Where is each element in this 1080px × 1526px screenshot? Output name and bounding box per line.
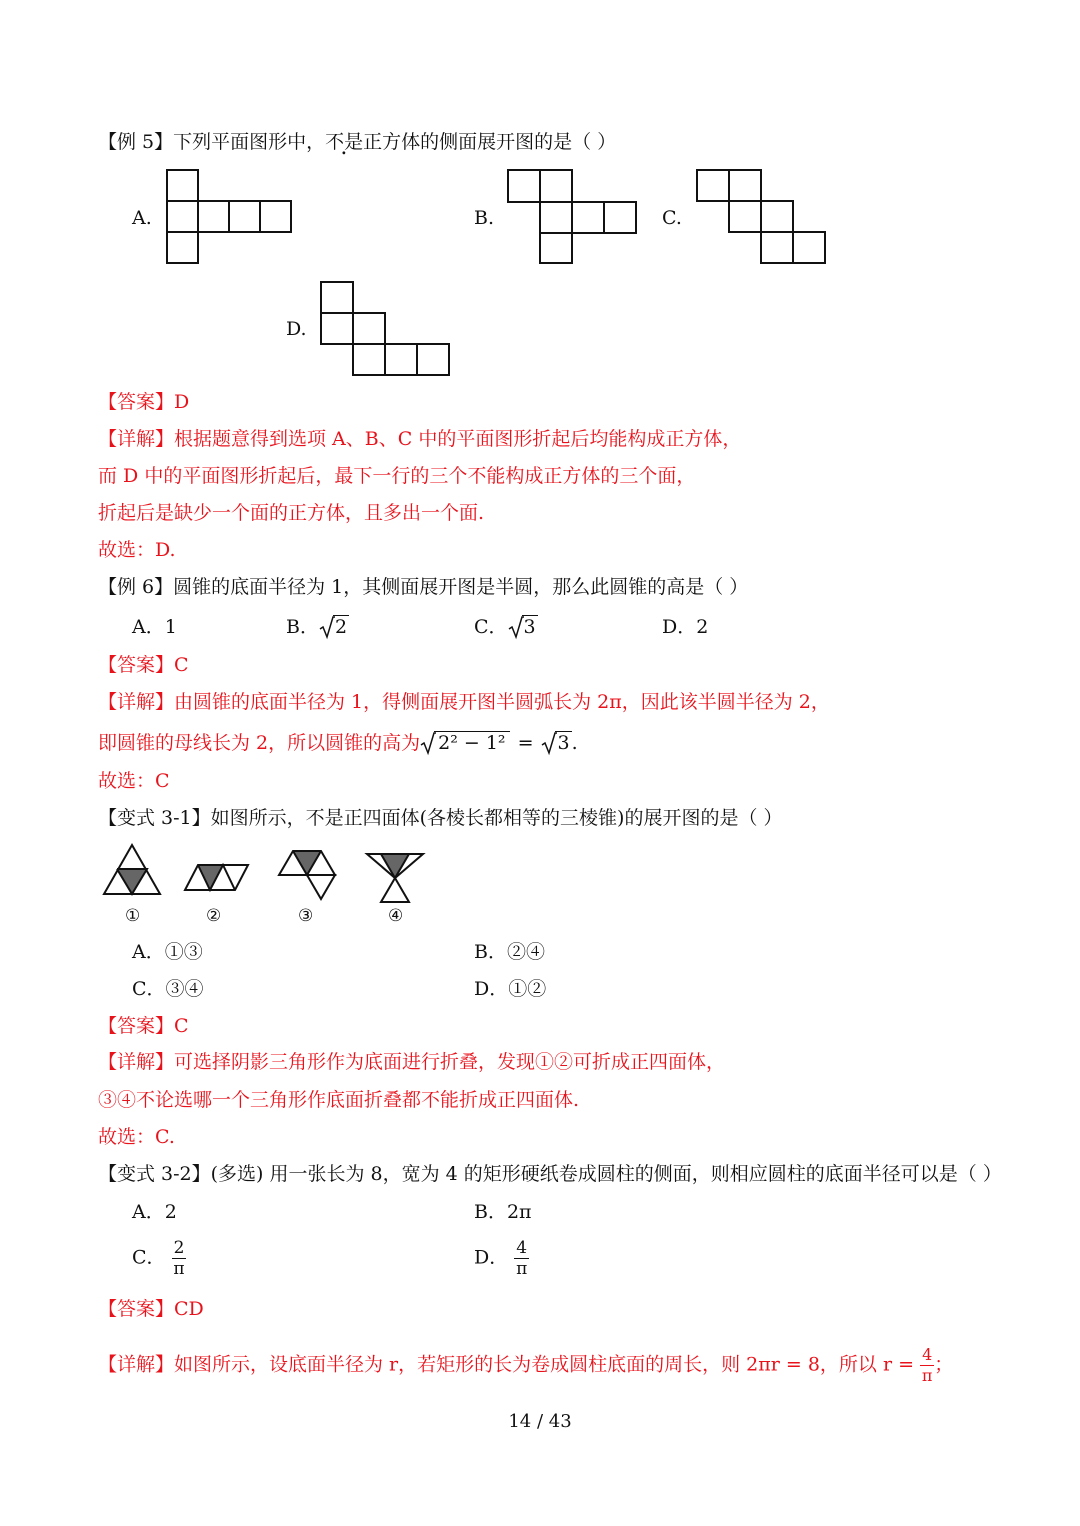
- ex5-detail-line1: 【详解】根据题意得到选项 A、B、C 中的平面图形折起后均能构成正方体，: [98, 428, 742, 450]
- var32-answer: 【答案】CD: [98, 1298, 204, 1320]
- ex6-question: 【例 6】圆锥的底面半径为 1，其侧面展开图是半圆，那么此圆锥的高是（ ）: [98, 576, 749, 598]
- ex5-figure-b: [507, 169, 639, 265]
- var32-option-c-fraction: $\frac{2}{\pi}$: [173, 1238, 185, 1279]
- var31-figure-2-label: ②: [206, 906, 222, 926]
- sqrt-sign-icon: [541, 730, 557, 756]
- ex5-question: 【例 5】下列平面图形中，不是 .正方体的侧面展开图的是（ ）: [98, 129, 616, 155]
- ex5-option-b-label: B.: [474, 207, 495, 229]
- ex6-option-d: D．2: [662, 616, 709, 638]
- var31-conclusion: 故选：C.: [98, 1126, 175, 1148]
- var31-tag: 【变式 3-1】: [98, 807, 211, 829]
- ex6-tag: 【例 6】: [98, 576, 174, 598]
- ex6-answer: 【答案】C: [98, 654, 189, 676]
- ex5-emphasis: 不是 .: [325, 129, 363, 155]
- ex6-detail-line1: 【详解】由圆锥的底面半径为 1，得侧面展开图半圆弧长为 2π，因此该半圆半径为 2，: [98, 691, 830, 713]
- var31-figure-1: [102, 844, 162, 896]
- ex5-option-c-label: C.: [662, 207, 682, 229]
- sqrt-sign-icon: [508, 614, 524, 640]
- var31-detail-line1: 【详解】可选择阴影三角形作为底面进行折叠，发现①②可折成正四面体，: [98, 1051, 726, 1073]
- ex6-option-b: B． 2: [286, 616, 348, 638]
- ex5-answer: 【答案】D: [98, 391, 190, 413]
- var31-answer: 【答案】C: [98, 1015, 189, 1037]
- sqrt-sign-icon: [420, 730, 436, 756]
- var31-option-d: D．①②: [474, 978, 547, 1000]
- var31-figure-3-label: ③: [298, 906, 314, 926]
- ex6-detail-line2: 即圆锥的母线长为 2，所以圆锥的高为 2² − 1² = 3 .: [98, 732, 578, 754]
- ex5-figure-c: [696, 169, 828, 265]
- var32-option-c: C． $\frac{2}{\pi}$: [132, 1238, 185, 1279]
- ex5-conclusion: 故选：D.: [98, 539, 176, 561]
- ex6-option-a: A．1: [132, 616, 177, 638]
- ex5-figure-a: [166, 169, 294, 265]
- var31-option-a: A．①③: [132, 941, 203, 963]
- var31-figure-4: [367, 852, 425, 904]
- ex6-conclusion: 故选：C: [98, 770, 170, 792]
- var32-option-d-fraction: $\frac{4}{\pi}$: [516, 1238, 528, 1279]
- ex5-tag: 【例 5】: [98, 131, 174, 153]
- var31-option-c: C．③④: [132, 978, 204, 1000]
- ex6-option-c: C． 3: [474, 616, 536, 638]
- var31-figure-4-label: ④: [388, 906, 404, 926]
- var32-detail-fraction: $\frac{4}{\pi}$: [921, 1345, 933, 1385]
- sqrt-sign-icon: [319, 614, 335, 640]
- page-number: 14 / 43: [508, 1411, 572, 1432]
- var32-option-d: D． $\frac{4}{\pi}$: [474, 1238, 528, 1279]
- ex5-option-d-label: D.: [286, 318, 307, 340]
- var31-figure-2: [183, 863, 253, 893]
- ex5-option-a-label: A.: [132, 207, 152, 229]
- var32-tag: 【变式 3-2】: [98, 1163, 211, 1185]
- var31-figure-1-label: ①: [125, 906, 141, 926]
- var31-figure-3: [279, 849, 337, 901]
- var31-option-b: B．②④: [474, 941, 545, 963]
- ex5-detail-line3: 折起后是缺少一个面的正方体，且多出一个面.: [98, 502, 485, 524]
- var32-option-a: A．2: [132, 1201, 177, 1223]
- var32-detail: 【详解】如图所示，设底面半径为 r，若矩形的长为卷成圆柱底面的周长，则 2πr = 8，所以 r = $\frac{4}{\pi}$ ；: [98, 1345, 954, 1385]
- ex5-detail-line2: 而 D 中的平面图形折起后，最下一行的三个不能构成正方体的三个面，: [98, 465, 696, 487]
- var31-question: 【变式 3-1】如图所示，不是正四面体(各棱长都相等的三棱锥)的展开图的是（ ）: [98, 807, 783, 829]
- ex5-figure-d: [320, 281, 452, 377]
- var32-option-b: B．2π: [474, 1201, 532, 1223]
- var31-detail-line2: ③④不论选哪一个三角形作底面折叠都不能折成正四面体.: [98, 1089, 580, 1111]
- var32-question: 【变式 3-2】(多选) 用一张长为 8，宽为 4 的矩形硬纸卷成圆柱的侧面，则相应圆柱的底面半径可以是（ ）: [98, 1163, 1002, 1185]
